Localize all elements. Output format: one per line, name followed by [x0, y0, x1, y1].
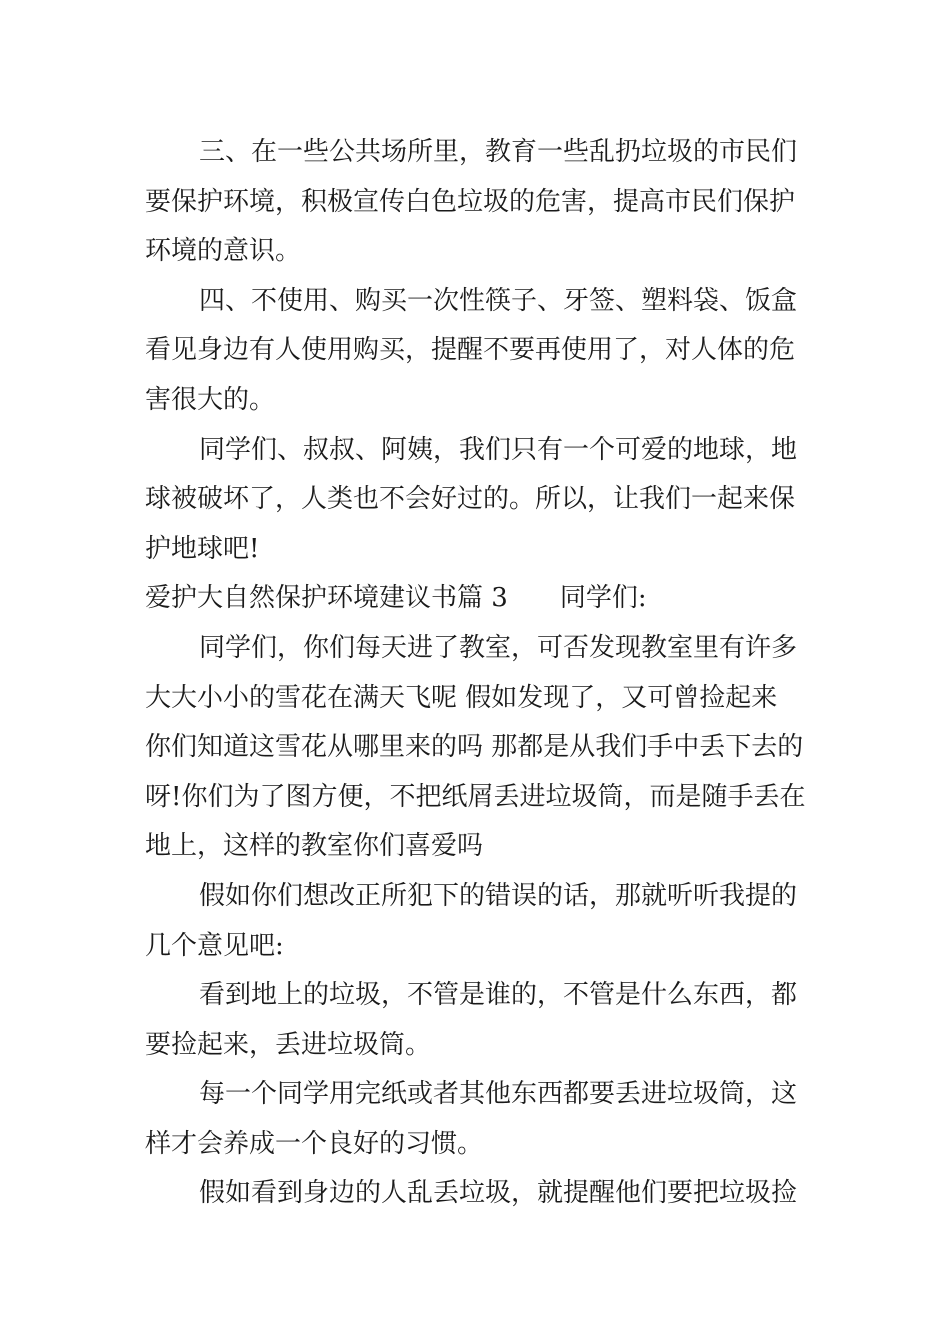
paragraph-line: 同学们，你们每天进了教室，可否发现教室里有许多	[199, 632, 798, 663]
paragraph-line: 地上，这样的教室你们喜爱吗	[145, 831, 484, 862]
paragraph-suggestion-3	[145, 1169, 810, 1219]
paragraph-line: 假如你们想改正所犯下的错误的话，那就听听我提的	[199, 880, 798, 911]
paragraph-line: 大大小小的雪花在满天飞呢 假如发现了，又可曾捡起来	[145, 682, 778, 713]
paragraph-suggestion-2	[145, 1070, 810, 1169]
section-title: 爱护大自然保护环境建议书篇 3	[145, 583, 508, 614]
document-body	[145, 128, 810, 1219]
paragraph-line: 护地球吧!	[145, 533, 260, 564]
paragraph-4	[145, 277, 810, 426]
paragraph-line: 害很大的。	[145, 384, 276, 415]
paragraph-line: 球被破坏了，人类也不会好过的。所以，让我们一起来保	[145, 484, 796, 515]
paragraph-line: 看见身边有人使用购买，提醒不要再使用了，对人体的危	[145, 335, 796, 366]
paragraph-closing	[145, 426, 810, 575]
section-greeting: 同学们:	[559, 583, 647, 614]
paragraph-line: 要捡起来，丢进垃圾筒。	[145, 1029, 432, 1060]
paragraph-line: 同学们、叔叔、阿姨，我们只有一个可爱的地球，地	[199, 434, 798, 465]
paragraph-line: 看到地上的垃圾，不管是谁的，不管是什么东西，都	[199, 980, 798, 1011]
paragraph-line: 环境的意识。	[145, 236, 302, 267]
paragraph-line: 几个意见吧:	[145, 930, 284, 961]
paragraph-line: 每一个同学用完纸或者其他东西都要丢进垃圾筒，这	[199, 1079, 798, 1110]
paragraph-3	[145, 128, 810, 277]
section-heading	[145, 574, 810, 624]
paragraph-suggestion-1	[145, 971, 810, 1070]
paragraph-suggest	[145, 872, 810, 971]
paragraph-line: 你们知道这雪花从哪里来的吗 那都是从我们手中丢下去的	[145, 732, 804, 763]
paragraph-line: 假如看到身边的人乱丢垃圾，就提醒他们要把垃圾捡	[199, 1178, 798, 1209]
paragraph-line: 样才会养成一个良好的习惯。	[145, 1128, 484, 1159]
paragraph-line: 要保护环境，积极宣传白色垃圾的危害，提高市民们保护	[145, 186, 796, 217]
paragraph-line: 呀!你们为了图方便，不把纸屑丢进垃圾筒，而是随手丢在	[145, 781, 806, 812]
paragraph-line: 四、不使用、购买一次性筷子、牙签、塑料袋、饭盒	[199, 285, 798, 316]
paragraph-line: 三、在一些公共场所里，教育一些乱扔垃圾的市民们	[199, 137, 798, 167]
paragraph-intro	[145, 624, 810, 872]
